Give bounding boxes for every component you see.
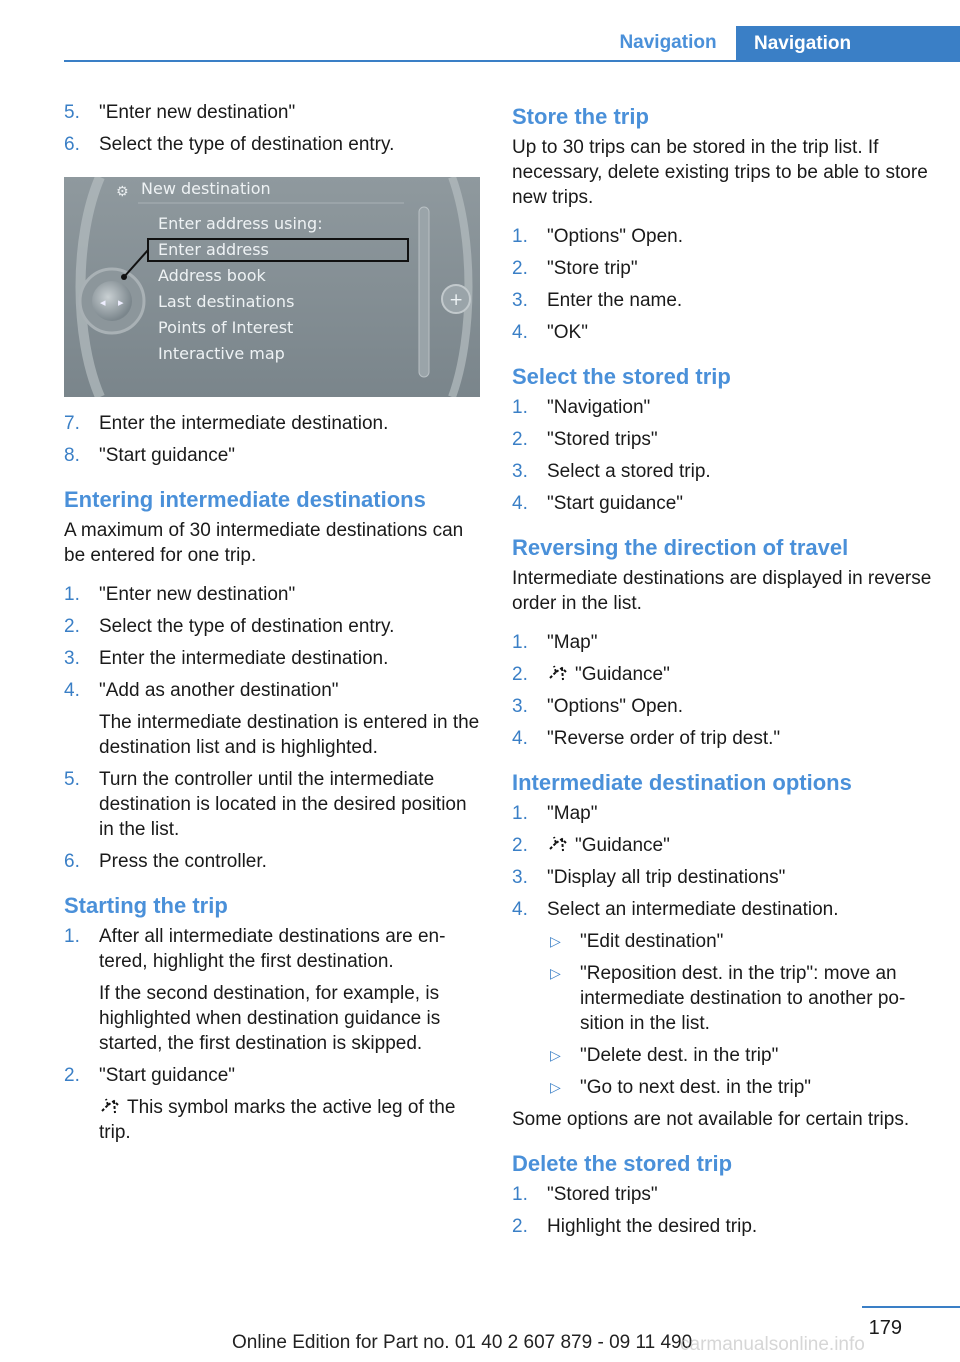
list-item [512,224,932,249]
header-rule [64,60,960,62]
step-number: 6. [64,851,80,872]
section-heading: Intermediate destination options [512,770,852,795]
list-item [64,767,482,842]
guidance-leg-icon [99,1096,121,1116]
step-note: This symbol marks the active leg of the trip. [99,1097,456,1143]
paragraph: Up to 30 trips can be stored in the trip list. If necessary, delete existing trips to be able to store new trips. [512,137,928,208]
list-item [512,459,932,484]
step-number: 3. [512,696,528,717]
step-number: 8. [64,445,80,466]
list-item [64,678,482,760]
step-text: "Enter new destination" [99,102,296,123]
step-text: Highlight the desired trip. [547,1216,758,1237]
list-item [512,726,932,751]
svg-text:◂: ◂ [100,296,106,309]
svg-text:▸: ▸ [118,296,124,309]
list-item [512,833,932,858]
bullet-text: "Edit destination" [580,931,724,952]
bullet-item [512,1075,932,1100]
list-item [512,865,932,890]
section-heading: Select the stored trip [512,364,731,389]
step-number: 3. [512,867,528,888]
paragraph: Intermediate destinations are displayed in reverse order in the list. [512,568,932,614]
screen-menu [158,211,323,367]
bullet-text: "Reposition dest. in the trip": move an intermediate destination to another position in the list. [580,963,906,1034]
screen-menu-item: Last destinations [158,292,295,311]
list-item [512,630,932,655]
step-number: 1. [512,803,528,824]
section-heading: Delete the stored trip [512,1151,733,1176]
step-text: "Navigation" [547,397,651,418]
guidance-icon [547,834,569,854]
svg-text:+: + [449,290,464,310]
list-item [64,614,482,639]
step-number: 4. [512,322,528,343]
step-number: 3. [64,648,80,669]
step-text: "Add as another destination" [99,680,339,701]
triangle-bullet-icon: ▷ [550,1079,561,1095]
header-chapter-tab [736,26,960,62]
list-item [512,1182,932,1207]
watermark: carmanualsonline.info [680,1334,865,1355]
step-text: "Map" [547,632,598,653]
step-text: "Stored trips" [547,1184,658,1205]
list-item [64,646,482,671]
settings-glyph: ⚙ [116,184,129,200]
footer-rule [862,1306,960,1308]
step-number: 3. [512,290,528,311]
step-text: Enter the intermediate destination. [99,648,389,669]
step-text: Select a stored trip. [547,461,711,482]
step-number: 5. [64,769,80,790]
bullet-text: "Delete dest. in the trip" [580,1045,779,1066]
list-item [64,411,482,436]
step-text: "Enter new destination" [99,584,296,605]
step-text: Select an intermediate destination. [547,899,839,920]
step-number: 4. [512,899,528,920]
step-text: "Store trip" [547,258,638,279]
step-note-row [99,1095,482,1145]
screen-title: New destination [141,179,271,198]
step-number: 5. [64,102,80,123]
step-number: 2. [512,664,528,685]
step-number: 1. [512,632,528,653]
list-item [64,924,482,1056]
list-item [512,288,932,313]
step-text: "Start guidance" [547,493,684,514]
list-item [512,662,932,687]
bullet-item [512,961,932,1036]
header-chapter-label: Navigation [754,33,852,54]
list-item [512,694,932,719]
bullet-item [512,1043,932,1068]
step-number: 4. [512,728,528,749]
triangle-bullet-icon: ▷ [550,1047,561,1063]
step-number: 2. [64,616,80,637]
step-note: If the second destination, for example, is highlighted when destination guidance is started, the first destination is skipped. [99,983,441,1054]
page-number: 179 [868,1317,902,1339]
paragraph: Some options are not available for certain trips. [512,1109,910,1130]
step-number: 4. [512,493,528,514]
step-text: "OK" [547,322,588,343]
step-text: Enter the name. [547,290,683,311]
step-number: 1. [512,397,528,418]
step-number: 1. [512,226,528,247]
list-item [512,897,932,922]
step-number: 7. [64,413,80,434]
section-heading: Reversing the direction of travel [512,535,849,560]
step-text: "Start guidance" [99,445,236,466]
step-number: 2. [512,429,528,450]
list-item [64,582,482,607]
section-heading: Entering intermediate destinations [64,487,426,512]
list-item [512,256,932,281]
step-number: 3. [512,461,528,482]
bullet-item [512,929,932,954]
bullet-text: "Go to next dest. in the trip" [580,1077,812,1098]
list-item [512,427,932,452]
step-number: 2. [64,1065,80,1086]
step-text: Select the type of destination entry. [99,616,395,637]
left-column [64,100,482,1152]
section-heading: Starting the trip [64,893,228,918]
list-item [512,801,932,826]
step-text: Enter the intermediate destination. [99,413,389,434]
paragraph: A maximum of 30 intermediate destinations can be entered for one trip. [64,520,464,566]
screen-menu-item: Address book [158,266,266,285]
step-text: After all intermediate destinations are entered, highlight the first destination. [99,926,446,972]
step-text: Turn the controller until the intermediate destination is located in the desired position in the list. [99,769,467,840]
step-text: "Display all trip destinations" [547,867,786,888]
step-number: 6. [64,134,80,155]
step-text: "Reverse order of trip dest." [547,728,781,749]
step-text: "Guidance" [575,664,670,685]
list-item [512,320,932,345]
right-column [512,100,932,1246]
step-text: Press the controller. [99,851,267,872]
step-text: "Options" Open. [547,226,684,247]
guidance-icon [547,663,569,683]
triangle-bullet-icon: ▷ [550,933,561,949]
controller-knob [92,281,132,321]
step-number: 1. [64,926,80,947]
section-heading: Store the trip [512,104,649,129]
footer-edition-text: Online Edition for Part no. 01 40 2 607 879 - 09 11 490 [232,1332,693,1353]
step-number: 2. [512,1216,528,1237]
triangle-bullet-icon: ▷ [550,965,561,981]
step-text: "Map" [547,803,598,824]
list-item [512,395,932,420]
idrive-screen-image [64,177,480,397]
list-item [64,132,482,157]
screen-subtitle: Enter address using: [158,214,323,233]
header-section-tab: Navigation [619,32,717,53]
screen-menu-item: Interactive map [158,344,285,363]
step-note: The intermediate destination is entered in the destination list and is highlighted. [99,712,480,758]
step-text: Select the type of destination entry. [99,134,395,155]
step-number: 1. [64,584,80,605]
step-number: 4. [64,680,80,701]
step-number: 1. [512,1184,528,1205]
screen-menu-item: Points of Interest [158,318,294,337]
list-item [512,491,932,516]
list-item [64,849,482,874]
step-text: "Guidance" [575,835,670,856]
step-text: "Start guidance" [99,1065,236,1086]
step-number: 2. [512,835,528,856]
list-item [64,100,482,125]
step-number: 2. [512,258,528,279]
screen-menu-item-selected: Enter address [158,240,269,259]
step-text: "Options" Open. [547,696,684,717]
step-text: "Stored trips" [547,429,658,450]
list-item [512,1214,932,1239]
list-item [64,443,482,468]
list-item [64,1063,482,1145]
